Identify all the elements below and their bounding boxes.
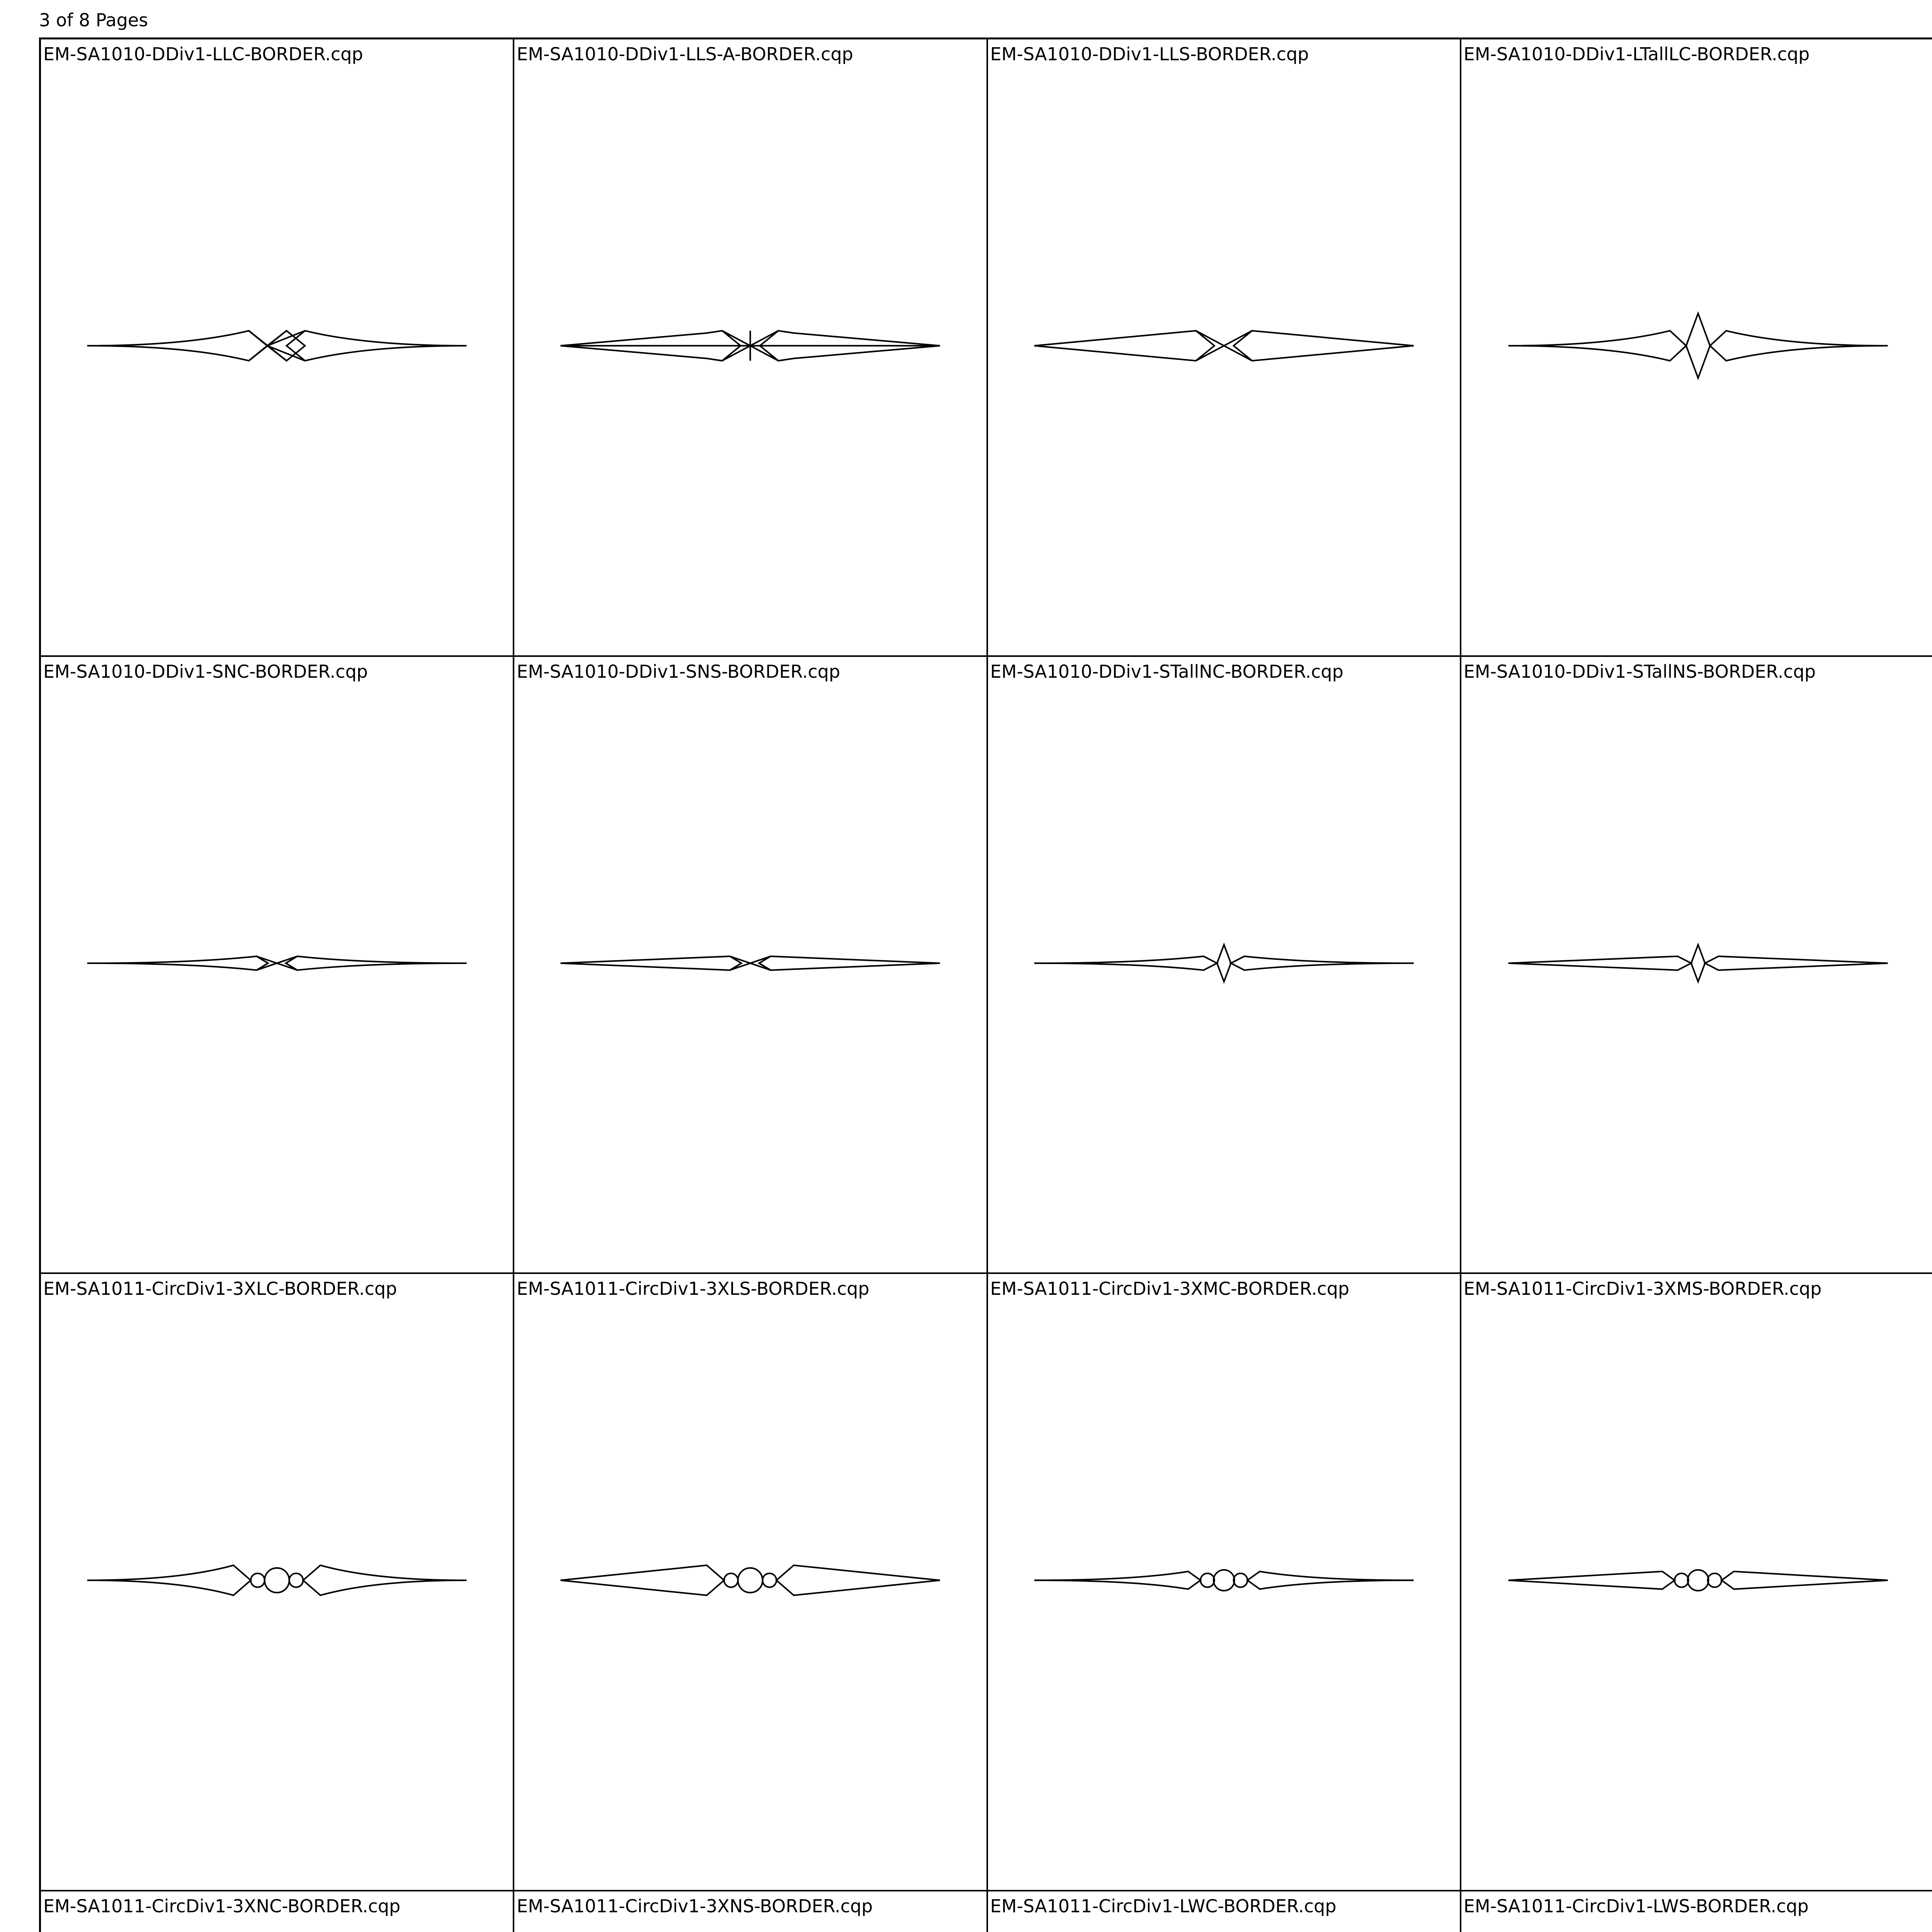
three-circle-ornament xyxy=(988,1274,1460,1890)
file-name-label: EM-SA1010-DDiv1-LLS-BORDER.cqp xyxy=(990,44,1309,65)
file-name-label: EM-SA1011-CircDiv1-3XLS-BORDER.cqp xyxy=(517,1278,869,1299)
catalog-cell xyxy=(988,1274,1461,1891)
double-diamond-ornament xyxy=(514,39,986,655)
three-circle-ornament xyxy=(41,1274,513,1890)
three-circle-ornament xyxy=(1461,1274,1932,1890)
single-circle-ornament xyxy=(1461,1891,1932,1932)
catalog-cell xyxy=(41,39,514,657)
file-name-label: EM-SA1010-DDiv1-STallNS-BORDER.cqp xyxy=(1463,661,1816,682)
file-name-label: EM-SA1011-CircDiv1-3XMS-BORDER.cqp xyxy=(1463,1278,1822,1299)
file-name-label: EM-SA1011-CircDiv1-LWC-BORDER.cqp xyxy=(990,1895,1337,1917)
catalog-cell xyxy=(41,657,514,1274)
catalog-cell xyxy=(1461,657,1932,1274)
file-name-label: EM-SA1010-DDiv1-SNS-BORDER.cqp xyxy=(517,661,840,682)
file-name-label: EM-SA1011-CircDiv1-3XMC-BORDER.cqp xyxy=(990,1278,1350,1299)
catalog-cell xyxy=(41,1274,514,1891)
catalog-cell xyxy=(988,1891,1461,1932)
file-name-label: EM-SA1010-DDiv1-LTallLC-BORDER.cqp xyxy=(1463,44,1810,65)
file-name-label: EM-SA1011-CircDiv1-LWS-BORDER.cqp xyxy=(1463,1895,1809,1917)
border-catalog-grid xyxy=(39,37,1932,1932)
catalog-cell xyxy=(514,1274,988,1891)
tall-diamond-ornament xyxy=(1461,657,1932,1273)
double-diamond-ornament xyxy=(988,39,1460,655)
catalog-cell xyxy=(514,1891,988,1932)
catalog-cell xyxy=(514,657,988,1274)
file-name-label: EM-SA1010-DDiv1-SNC-BORDER.cqp xyxy=(43,661,368,682)
file-name-label: EM-SA1010-DDiv1-LLS-A-BORDER.cqp xyxy=(517,44,853,65)
double-diamond-ornament xyxy=(41,657,513,1273)
catalog-cell xyxy=(1461,1891,1932,1932)
catalog-cell xyxy=(1461,1274,1932,1891)
three-circle-ornament xyxy=(514,1274,986,1890)
file-name-label: EM-SA1011-CircDiv1-3XNC-BORDER.cqp xyxy=(43,1895,401,1917)
catalog-cell xyxy=(988,39,1461,657)
file-name-label: EM-SA1011-CircDiv1-3XNS-BORDER.cqp xyxy=(517,1895,873,1917)
file-name-label: EM-SA1011-CircDiv1-3XLC-BORDER.cqp xyxy=(43,1278,397,1299)
file-name-label: EM-SA1010-DDiv1-STallNC-BORDER.cqp xyxy=(990,661,1344,682)
single-circle-ornament xyxy=(988,1891,1460,1932)
page-count: 3 of 8 Pages xyxy=(39,10,148,31)
catalog-cell xyxy=(988,657,1461,1274)
double-diamond-ornament xyxy=(514,657,986,1273)
three-circle-ornament xyxy=(41,1891,513,1932)
catalog-cell xyxy=(514,39,988,657)
catalog-cell xyxy=(1461,39,1932,657)
tall-diamond-ornament xyxy=(988,657,1460,1273)
catalog-cell xyxy=(41,1891,514,1932)
three-circle-ornament xyxy=(514,1891,986,1932)
tall-diamond-ornament xyxy=(1461,39,1932,655)
double-diamond-ornament xyxy=(41,39,513,655)
file-name-label: EM-SA1010-DDiv1-LLC-BORDER.cqp xyxy=(43,44,363,65)
